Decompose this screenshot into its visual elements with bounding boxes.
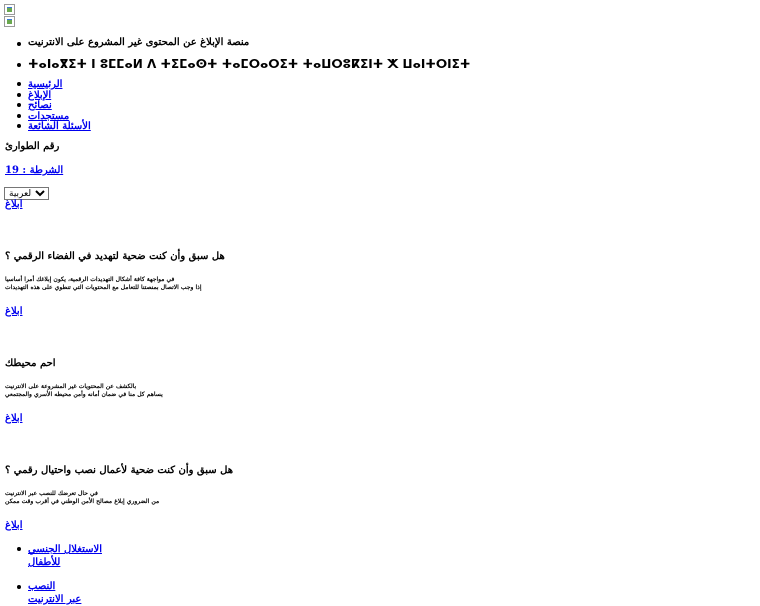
list-bullet	[17, 63, 21, 67]
nav-item-faq[interactable]: الأسئلة الشائعة	[28, 121, 91, 132]
site-logo-image	[4, 4, 15, 15]
nav-item-report[interactable]: الإبلاغ	[28, 89, 52, 101]
nav-item-news[interactable]: مستجدات	[28, 110, 70, 122]
list-bullet	[17, 585, 21, 589]
section-title-threat: هل سبق وأن كنت ضحية لتهديد في الفضاء الرقمي ؟	[5, 251, 225, 262]
nav-item-tips[interactable]: نصائح	[28, 100, 52, 111]
platform-title: منصة الإبلاغ عن المحتوى غير المشروع على الانترنيت	[28, 37, 250, 48]
report-link-top[interactable]: ابلاغ	[5, 199, 23, 210]
section-text-threat-2: إذا وجب الاتصال بمنصتنا للتعامل مع المحتويات التي تنطوي على هذه التهديدات	[5, 284, 202, 291]
emergency-heading: رقم الطوارئ	[5, 141, 60, 152]
list-bullet	[17, 547, 21, 551]
category-label-line2: للأطفال	[28, 557, 61, 568]
section-title-protect: احم محيطك	[5, 358, 56, 369]
category-label-line1: النصب	[28, 581, 56, 592]
list-bullet	[17, 93, 21, 97]
report-link-protect[interactable]: ابلاغ	[5, 413, 23, 424]
nav-item-home[interactable]: الرئيسية	[28, 79, 63, 90]
section-text-fraud-1: في حال تعرضك للنصب عبر الانترنيت	[5, 490, 98, 497]
category-online-fraud-link[interactable]	[28, 580, 81, 606]
list-bullet	[17, 82, 21, 86]
report-link-fraud[interactable]: ابلاغ	[5, 520, 23, 531]
section-text-protect-1: بالكشف عن المحتويات غير المشروعة على الانترنيت	[5, 383, 137, 390]
section-title-fraud: هل سبق وأن كنت ضحية لأعمال نصب واحتيال رقمي ؟	[5, 465, 233, 476]
category-label-line1: الاستغلال الجنسي	[28, 544, 102, 555]
dgsn-logo-image	[4, 16, 15, 27]
list-bullet	[17, 124, 21, 128]
category-child-exploitation-link[interactable]	[28, 543, 102, 569]
platform-title-tifinagh: ⵜⴰⵏⴰⴳⵉⵜ ⵏ ⵓⵎⵎⴰⵍ ⴷ ⵜⵉⵎⴰⵙⵜ ⵜⴰⵎⵔⴰⵔⵉⵜ ⵜⴰⵡⵔⵓⴽⵉⵏⵜ ⵅ ⵡⴰⵏⵜⵔⵏⵉⵜ	[28, 57, 471, 71]
list-bullet	[17, 114, 21, 118]
category-label-line2: عبر الانترنيت	[28, 594, 82, 605]
list-bullet	[17, 103, 21, 107]
list-bullet	[17, 42, 21, 46]
police-number-link[interactable]: الشرطة : 19	[5, 165, 64, 176]
section-text-fraud-2: من الضروري إبلاغ مصالح الأمن الوطني في أقرب وقت ممكن	[5, 498, 160, 505]
section-text-threat-1: في مواجهة كافة أشكال التهديدات الرقمية، يكون إبلاغك أمرا أساسيا	[5, 276, 175, 283]
report-link-threat[interactable]: ابلاغ	[5, 306, 23, 317]
section-text-protect-2: يساهم كل منا في ضمان أمانه وأمن محيطه الأسري والمجتمعي	[5, 391, 163, 398]
